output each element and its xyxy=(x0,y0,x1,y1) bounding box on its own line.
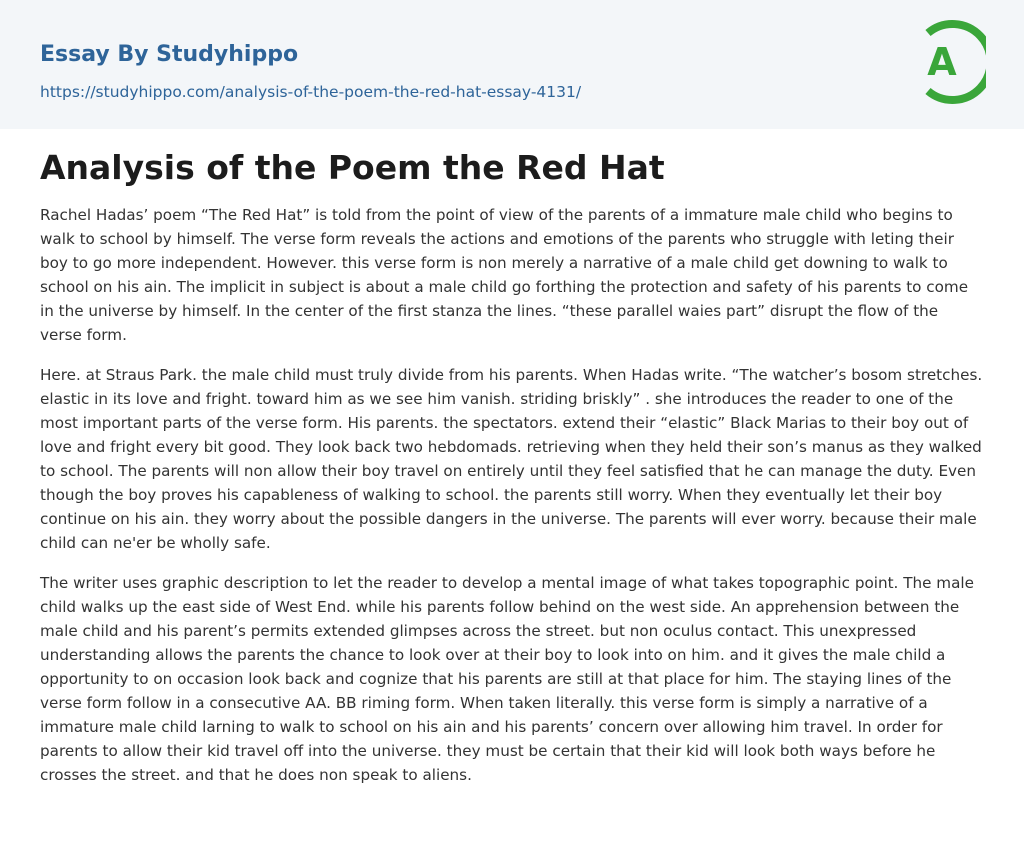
essay-title: Analysis of the Poem the Red Hat xyxy=(40,148,665,187)
brand-title[interactable]: Essay By Studyhippo xyxy=(40,42,299,67)
site-header xyxy=(0,0,1024,129)
essay-paragraph-2: Here. at Straus Park. the male child must truly divide from his parents. When Hadas write. “The watcher’s bosom stretches. elastic in its love and fright. toward him as we see him vanish. striding briskly” . she introduces the reader to one of the most important parts of the verse form. His parents. the spectators. extend their “elastic” Black Marias to their boy out of love and fright every bit good. They look back two hebdomads. retrieving when they held their son’s manus as they walked to school. The parents will non allow their boy travel on entirely until they feel satisfied that he can manage the duty. Even though the boy proves his capableness of walking to school. the parents still worry. When they eventually let their boy continue on his ain. they worry about the possible dangers in the universe. The parents will ever worry. because their male child can ne'er be wholly safe. xyxy=(40,366,983,552)
studyhippo-logo-icon[interactable] xyxy=(916,19,986,105)
essay-url-link[interactable]: https://studyhippo.com/analysis-of-the-poem-the-red-hat-essay-4131/ xyxy=(40,83,582,101)
essay-content xyxy=(0,129,1024,787)
essay-paragraph-1: Rachel Hadas’ poem “The Red Hat” is told from the point of view of the parents of a immature male child who begins to walk to school by himself. The verse form reveals the actions and emotions of the parents who struggle with leting their boy to go more independent. However. this verse form is non merely a narrative of a male child get downing to walk to school on his ain. The implicit in subject is about a male child go forthing the protection and safety of his parents to come in the universe by himself. In the center of the first stanza the lines. “these parallel waies part” disrupt the flow of the verse form. xyxy=(40,206,969,344)
logo-letter: A xyxy=(927,40,957,84)
essay-paragraph-3: The writer uses graphic description to let the reader to develop a mental image of what takes topographic point. The male child walks up the east side of West End. while his parents follow behind on the west side. An apprehension between the male child and his parent’s permits extended glimpses across the street. but non oculus contact. This unexpressed understanding allows the parents the chance to look over at their boy to look into on him. and it gives the male child a opportunity to on occasion look back and cognize that his parents are still at that place for him. The staying lines of the verse form follow in a consecutive AA. BB riming form. When taken literally. this verse form is simply a narrative of a immature male child larning to walk to school on his ain and his parents’ concern over allowing him travel. In order for parents to allow their kid travel off into the universe. they must be certain that their kid will look both ways before he crosses the street. and that he does non speak to aliens. xyxy=(40,574,974,784)
